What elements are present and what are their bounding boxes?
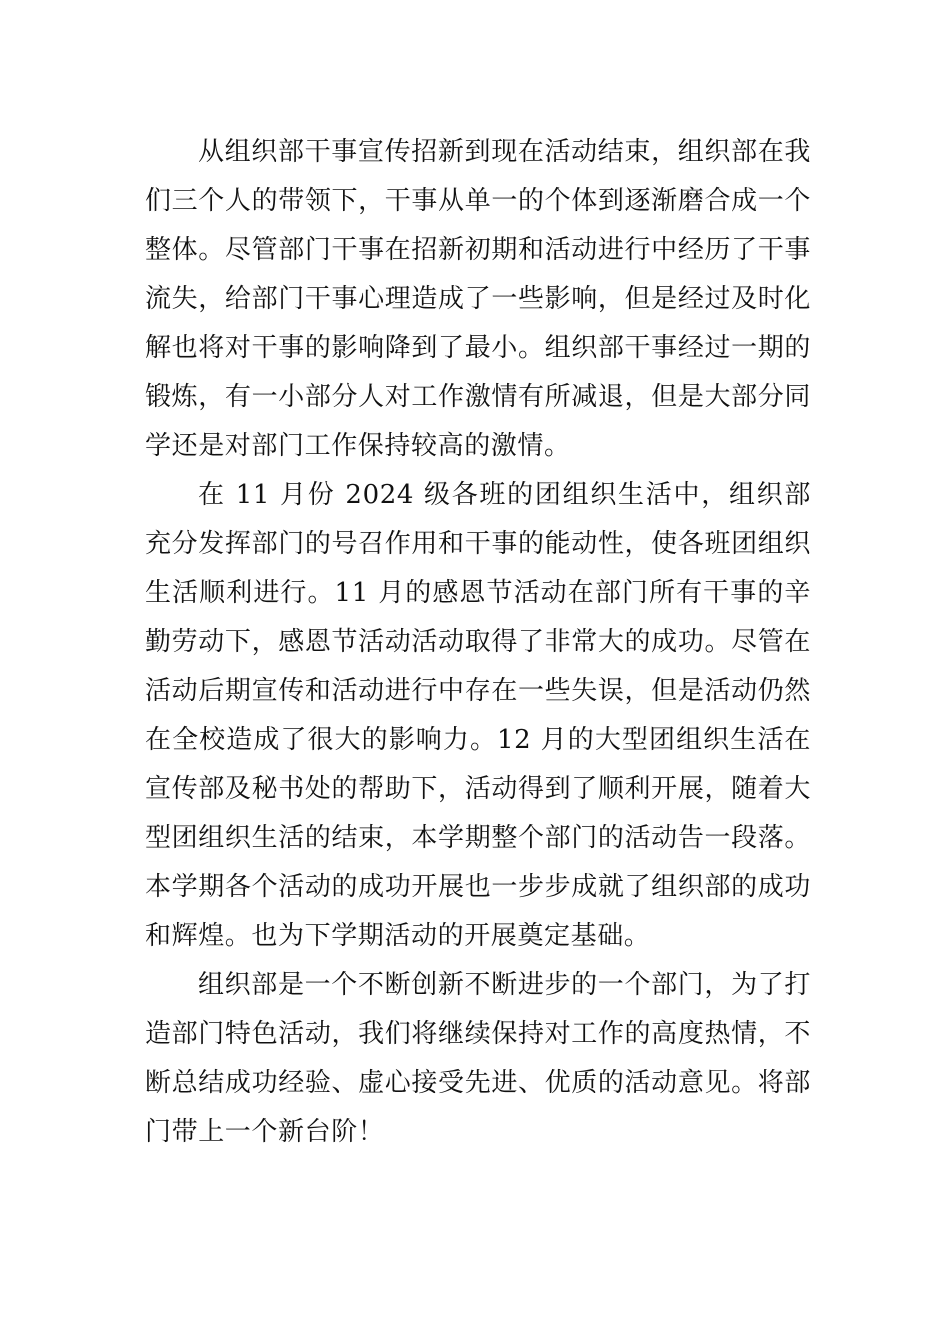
document-body (145, 128, 811, 1157)
paragraph-2: 在 11 月份 2024 级各班的团组织生活中，组织部充分发挥部门的号召作用和干事的能动性，使各班团组织生活顺利进行。11 月的感恩节活动在部门所有干事的辛勤劳动下，感恩节活动活动取得了非常大的成功。尽管在活动后期宣传和活动进行中存在一些失误，但是活动仍然在全校造成了很大的影响力。12 月的大型团组织生活在宣传部及秘书处的帮助下，活动得到了顺利开展，随着大型团组织生活的结束，本学期整个部门的活动告一段落。本学期各个活动的成功开展也一步步成就了组织部的成功和辉煌。也为下学期活动的开展奠定基础。 (145, 480, 811, 951)
paragraph-3: 组织部是一个不断创新不断进步的一个部门，为了打造部门特色活动，我们将继续保持对工作的高度热情，不断总结成功经验、虚心接受先进、优质的活动意见。将部门带上一个新台阶！ (145, 970, 811, 1147)
paragraph-1: 从组织部干事宣传招新到现在活动结束，组织部在我们三个人的带领下，干事从单一的个体到逐渐磨合成一个整体。尽管部门干事在招新初期和活动进行中经历了干事流失，给部门干事心理造成了一些影响，但是经过及时化解也将对干事的影响降到了最小。组织部干事经过一期的锻炼，有一小部分人对工作激情有所减退，但是大部分同学还是对部门工作保持较高的激情。 (145, 137, 811, 461)
